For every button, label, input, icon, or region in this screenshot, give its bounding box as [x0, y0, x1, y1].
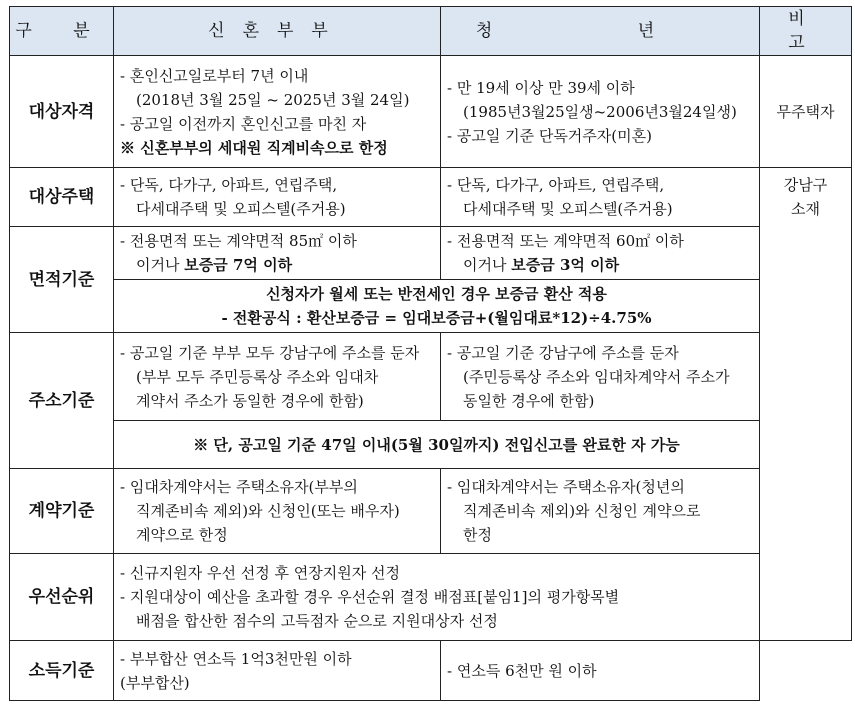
area-youth	[441, 227, 760, 280]
text-line: 계약서 주소가 동일한 경우에 한함)	[136, 391, 364, 410]
deposit-limit: 보증금 7억 이하	[184, 256, 293, 274]
text-line: (부부 모두 주민등록상 주소와 임대차	[136, 367, 379, 386]
row-label-income: 소득기준	[10, 641, 114, 701]
address-note	[114, 421, 760, 469]
text-line: - 임대차계약서는 주택소유자(부부의	[120, 478, 358, 496]
text-line: - 부부합산 연소득 1억3천만원 이하	[120, 649, 352, 668]
text-line: - 전용면적 또는 계약면적 85㎡ 이하	[120, 232, 357, 250]
text-line: 직계존비속 제외)와 신청인(또는 배우자)	[136, 502, 400, 520]
text-line: - 단독, 다가구, 아파트, 연립주택,	[447, 176, 665, 194]
text-line: - 지원대상이 예산을 초과할 경우 우선순위 결정 배점표[붙임1]의 평가항목별	[120, 588, 620, 606]
text-line: 직계존비속 제외)와 신청인 계약으로	[463, 502, 701, 520]
text-line: (주민등록상 주소와 임대차계약서 주소가	[463, 367, 730, 386]
header-category: 구 분	[10, 7, 114, 56]
remark-empty	[760, 227, 852, 641]
row-address-merged	[10, 421, 852, 469]
text-line	[447, 253, 753, 277]
remark-gangnam	[760, 168, 852, 227]
text-line: - 임대차계약서는 주택소유자(청년의	[447, 478, 685, 496]
row-area	[10, 227, 852, 280]
row-housing	[10, 168, 852, 227]
text-line: - 만 19세 이상 만 39세 이하	[447, 78, 635, 97]
text-line: - 연소득 6천만 원 이하	[447, 661, 597, 680]
text-line: 다세대주택 및 오피스텔(주거용)	[463, 200, 673, 218]
text-line: (부부합산)	[120, 673, 190, 692]
row-eligibility	[10, 56, 852, 168]
row-label-address: 주소기준	[10, 333, 114, 469]
area-couple	[114, 227, 441, 280]
row-contract	[10, 469, 852, 554]
header-newlyweds: 신혼부부	[114, 7, 441, 56]
row-priority	[10, 554, 852, 641]
eligibility-table	[9, 6, 852, 701]
contract-couple	[114, 469, 441, 554]
priority-content	[114, 554, 760, 641]
text-line: 다세대주택 및 오피스텔(주거용)	[136, 200, 346, 218]
text-line: 계약으로 한정	[136, 526, 228, 544]
text-line: - 공고일 기준 강남구에 주소를 둔자	[447, 343, 679, 362]
row-label-housing: 대상주택	[10, 168, 114, 227]
move-in-note: ※ 단, 공고일 기준 47일 이내(5월 30일까지) 전입신고를 완료한 자 가능	[193, 435, 680, 454]
text-line: - 공고일 이전까지 혼인신고를 마친 자	[120, 114, 367, 133]
income-couple	[114, 641, 441, 701]
text-line	[120, 253, 434, 277]
text-line: 한정	[463, 526, 492, 544]
contract-youth	[441, 469, 760, 554]
eligibility-couple	[114, 56, 441, 168]
header-row	[10, 7, 852, 56]
housing-couple	[114, 168, 441, 227]
deposit-limit: 보증금 3억 이하	[511, 256, 620, 274]
conversion-title: 신청자가 월세 또는 반전세인 경우 보증금 환산 적용	[266, 285, 607, 303]
header-remarks: 비 고	[760, 7, 852, 56]
row-label-area: 면적기준	[10, 227, 114, 333]
row-area-merged	[10, 280, 852, 333]
text-line: (2018년 3월 25일 ~ 2025년 3월 24일)	[136, 90, 410, 109]
text-prefix: 이거나	[463, 256, 512, 274]
text-line: 동일한 경우에 한함)	[463, 391, 595, 410]
row-label-eligibility: 대상자격	[10, 56, 114, 168]
text-line: - 공고일 기준 단독거주자(미혼)	[447, 126, 652, 145]
header-youth: 청 년	[441, 7, 760, 56]
text-line: - 혼인신고일로부터 7년 이내	[120, 66, 309, 85]
address-couple	[114, 333, 441, 421]
row-label-contract: 계약기준	[10, 469, 114, 554]
row-label-priority: 우선순위	[10, 554, 114, 641]
text-line: 강남구	[783, 176, 828, 195]
address-youth	[441, 333, 760, 421]
couple-note: ※ 신혼부부의 세대원 직계비속으로 한정	[120, 138, 388, 157]
text-line: - 단독, 다가구, 아파트, 연립주택,	[120, 176, 338, 194]
conversion-formula: - 전환공식 : 환산보증금 = 임대보증금+(월임대료*12)÷4.75%	[221, 309, 652, 327]
remark-no-house: 무주택자	[760, 56, 852, 168]
text-prefix: 이거나	[136, 256, 185, 274]
text-line: - 전용면적 또는 계약면적 60㎡ 이하	[447, 232, 684, 250]
income-youth	[441, 641, 760, 701]
text-line: - 공고일 기준 부부 모두 강남구에 주소를 둔자	[120, 343, 420, 362]
eligibility-youth	[441, 56, 760, 168]
text-line: 소재	[791, 200, 820, 219]
area-conversion-note	[114, 280, 760, 333]
row-address	[10, 333, 852, 421]
housing-youth	[441, 168, 760, 227]
text-line: (1985년3월25일생~2006년3월24일생)	[463, 102, 737, 121]
text-line: 배점을 합산한 점수의 고득점자 순으로 지원대상자 선정	[136, 612, 498, 630]
text-line: - 신규지원자 우선 선정 후 연장지원자 선정	[120, 564, 401, 582]
row-income	[10, 641, 852, 701]
